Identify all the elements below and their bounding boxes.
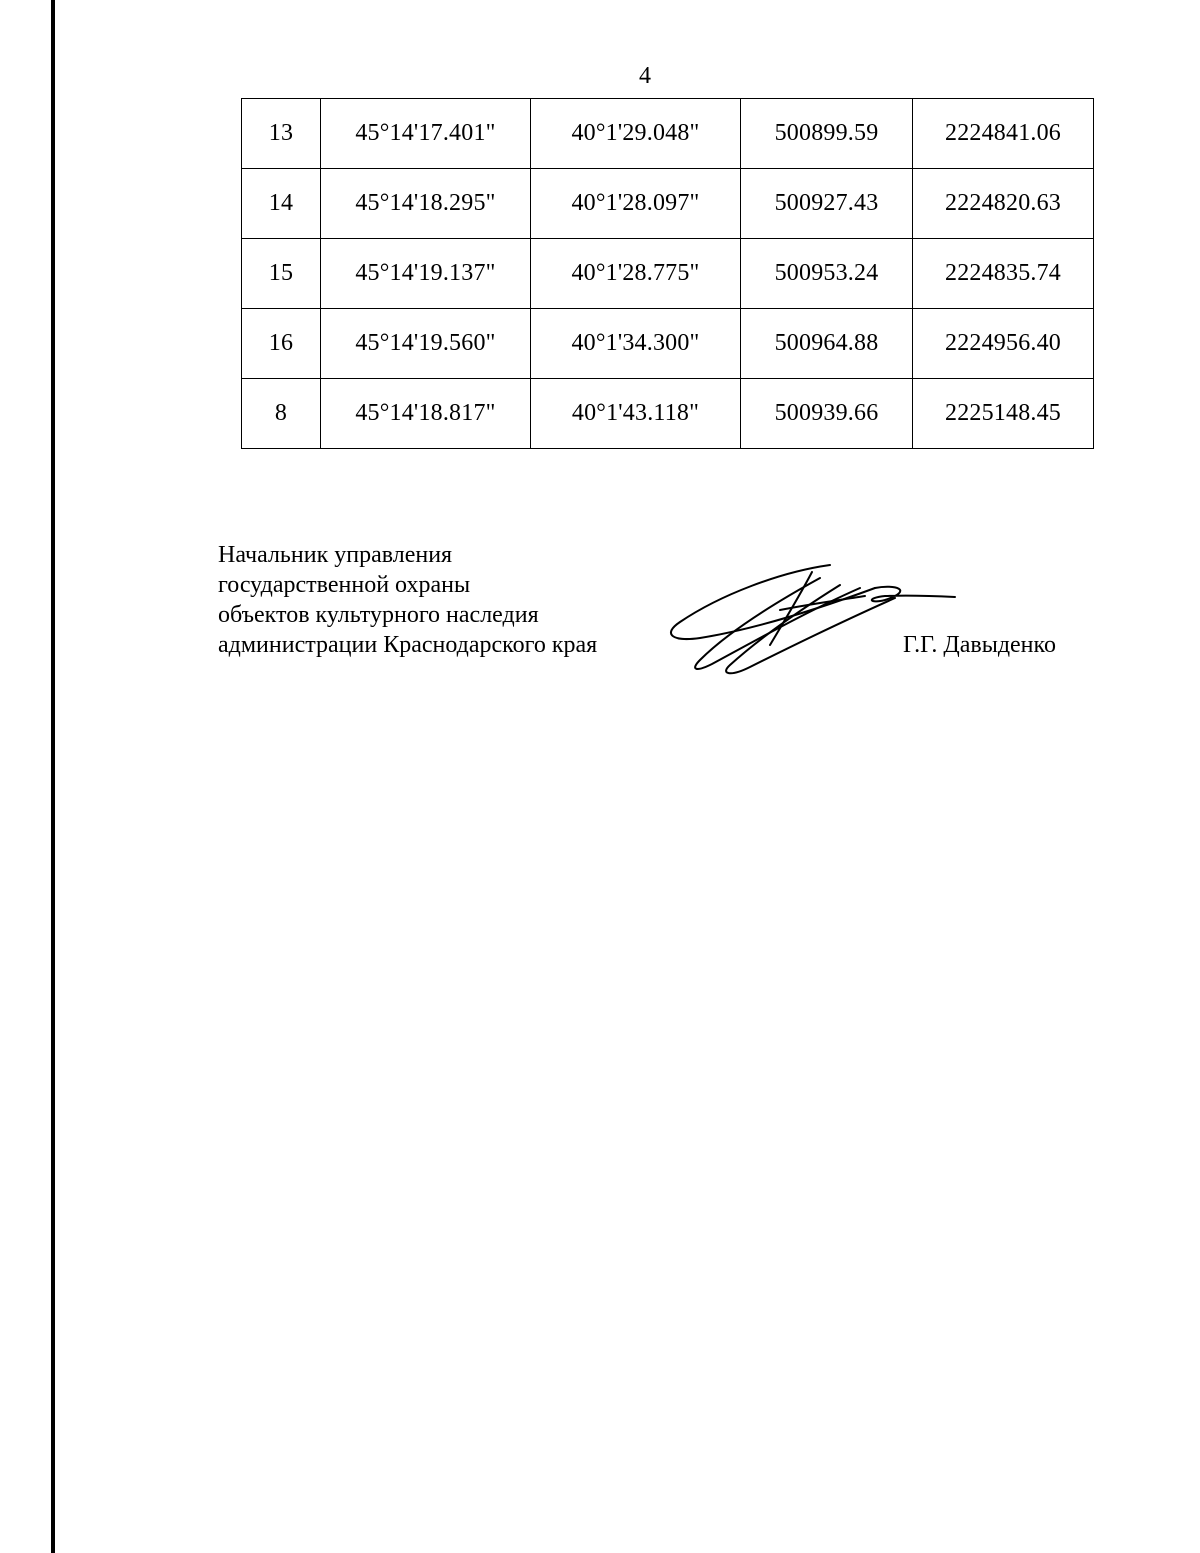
longitude-cell: 40°1'28.097" bbox=[531, 169, 741, 239]
table-row bbox=[242, 309, 1094, 379]
latitude-cell: 45°14'18.817" bbox=[321, 379, 531, 449]
signer-position bbox=[218, 540, 597, 660]
y-coordinate-cell: 2225148.45 bbox=[913, 379, 1094, 449]
longitude-cell: 40°1'34.300" bbox=[531, 309, 741, 379]
table-row bbox=[242, 169, 1094, 239]
longitude-cell: 40°1'29.048" bbox=[531, 99, 741, 169]
table-row bbox=[242, 239, 1094, 309]
latitude-cell: 45°14'17.401" bbox=[321, 99, 531, 169]
point-number-cell: 15 bbox=[242, 239, 321, 309]
y-coordinate-cell: 2224835.74 bbox=[913, 239, 1094, 309]
point-number-cell: 13 bbox=[242, 99, 321, 169]
point-number-cell: 14 bbox=[242, 169, 321, 239]
x-coordinate-cell: 500927.43 bbox=[741, 169, 913, 239]
x-coordinate-cell: 500939.66 bbox=[741, 379, 913, 449]
latitude-cell: 45°14'19.137" bbox=[321, 239, 531, 309]
point-number-cell: 16 bbox=[242, 309, 321, 379]
x-coordinate-cell: 500899.59 bbox=[741, 99, 913, 169]
table-row bbox=[242, 379, 1094, 449]
coordinates-table bbox=[241, 98, 1094, 449]
scan-edge-line bbox=[51, 0, 55, 1553]
longitude-cell: 40°1'43.118" bbox=[531, 379, 741, 449]
x-coordinate-cell: 500953.24 bbox=[741, 239, 913, 309]
position-line: объектов культурного наследия bbox=[218, 602, 539, 628]
signer-name: Г.Г. Давыденко bbox=[903, 632, 1056, 658]
longitude-cell: 40°1'28.775" bbox=[531, 239, 741, 309]
point-number-cell: 8 bbox=[242, 379, 321, 449]
table-row bbox=[242, 99, 1094, 169]
x-coordinate-cell: 500964.88 bbox=[741, 309, 913, 379]
latitude-cell: 45°14'19.560" bbox=[321, 309, 531, 379]
y-coordinate-cell: 2224956.40 bbox=[913, 309, 1094, 379]
page-number: 4 bbox=[639, 63, 651, 89]
y-coordinate-cell: 2224841.06 bbox=[913, 99, 1094, 169]
handwritten-signature bbox=[660, 560, 960, 680]
position-line: администрации Краснодарского края bbox=[218, 632, 598, 658]
latitude-cell: 45°14'18.295" bbox=[321, 169, 531, 239]
position-line: Начальник управления bbox=[218, 542, 453, 568]
position-line: государственной охраны bbox=[218, 572, 471, 598]
y-coordinate-cell: 2224820.63 bbox=[913, 169, 1094, 239]
